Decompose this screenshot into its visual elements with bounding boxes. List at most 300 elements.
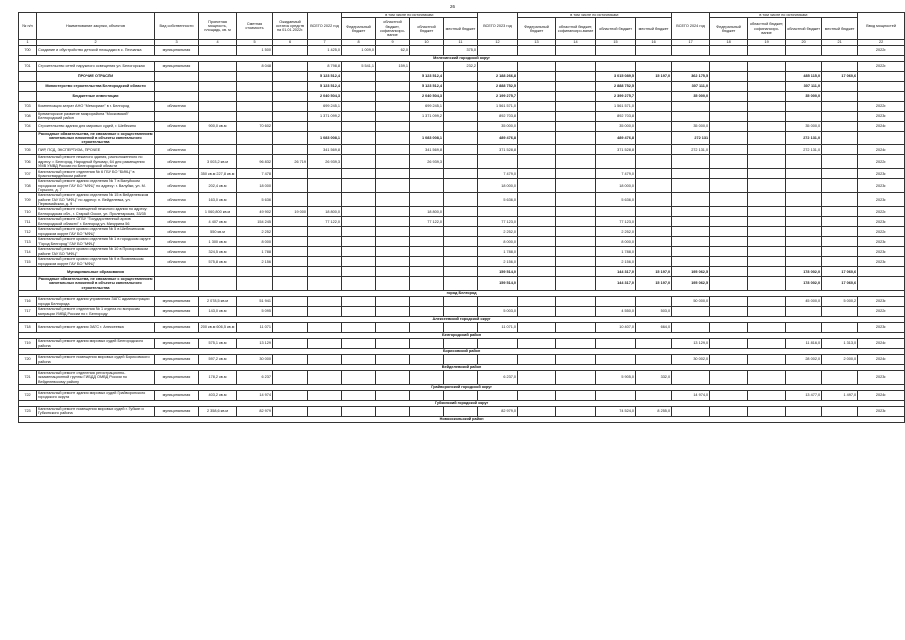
table-cell: Компенсация затрат АНО "Мемориал" в г. Белгород — [37, 101, 155, 111]
table-cell — [342, 277, 376, 291]
table-cell — [786, 169, 822, 179]
table-cell: 1 500 — [237, 45, 273, 55]
table-cell — [636, 169, 672, 179]
table-cell: 900,0 кв.м — [199, 121, 237, 131]
table-cell — [342, 297, 376, 307]
table-cell — [786, 111, 822, 121]
table-cell — [672, 257, 710, 267]
table-row — [19, 355, 905, 365]
table-cell — [822, 257, 858, 267]
table-cell: 18 000,0 — [596, 179, 636, 193]
table-row — [19, 61, 905, 71]
table-cell — [858, 91, 905, 101]
table-cell: 7 479,0 — [596, 169, 636, 179]
table-cell — [822, 101, 858, 111]
table-cell — [556, 131, 596, 145]
table-cell — [596, 297, 636, 307]
table-cell: Капитальный ремонт нежилого здания, расположенного по адресу: г. Белгород, Народный бульвар, 64 для размещения УМВ УМВД России по Белгородской области — [37, 155, 155, 169]
header-obl-2022: областной бюджет — [410, 18, 444, 40]
table-cell — [342, 247, 376, 257]
table-cell — [710, 71, 748, 81]
table-cell — [672, 179, 710, 193]
table-cell — [672, 227, 710, 237]
header-total-2022: ВСЕГО 2022 год — [308, 13, 342, 40]
table-cell — [518, 179, 556, 193]
table-cell — [518, 121, 556, 131]
table-cell: 719 — [19, 339, 37, 349]
table-cell — [710, 371, 748, 385]
table-cell: 143,0 кв.м — [199, 307, 237, 317]
table-cell: Капитальный ремонт помещения мировых судей г. Губкин и Губкинского района — [37, 406, 155, 416]
table-cell — [342, 371, 376, 385]
table-cell — [444, 267, 478, 277]
table-cell: 5 123 512,4 — [410, 81, 444, 91]
table-cell — [556, 257, 596, 267]
table-cell — [342, 307, 376, 317]
table-cell: Создание и обустройство детской площадки в с. Песчанка — [37, 45, 155, 55]
table-row — [19, 297, 905, 307]
section-title: Губкинский городской округ — [19, 400, 905, 406]
table-row — [19, 111, 905, 121]
table-cell — [596, 355, 636, 365]
header-remainder: Ожидаемый остаток средств на 01.01.2022г. — [273, 13, 308, 40]
table-cell: 30 002,0 — [672, 355, 710, 365]
table-cell — [822, 81, 858, 91]
column-index: 21 — [822, 40, 858, 45]
table-cell: 163,0 кв.м — [199, 193, 237, 207]
table-cell: 2023г. — [858, 247, 905, 257]
table-cell: 272 131,0 — [786, 145, 822, 155]
table-cell: 2 252,0 — [596, 227, 636, 237]
table-cell — [444, 71, 478, 81]
table-cell: областная — [155, 257, 199, 267]
table-cell — [518, 101, 556, 111]
section-row — [19, 416, 905, 422]
column-index: 3 — [155, 40, 199, 45]
table-cell — [672, 111, 710, 121]
table-cell: 178,2 кв.м — [199, 371, 237, 385]
table-cell: 19 000 — [273, 207, 308, 217]
table-cell — [518, 390, 556, 400]
table-cell — [273, 91, 308, 101]
table-cell: 2022г. — [858, 307, 905, 317]
table-cell — [376, 227, 410, 237]
table-cell: 2 078,5 кв.м — [199, 297, 237, 307]
table-cell: 5 636 — [237, 193, 273, 207]
table-cell — [748, 277, 786, 291]
table-cell — [748, 91, 786, 101]
table-cell: областная — [155, 217, 199, 227]
table-cell — [636, 45, 672, 55]
table-cell — [410, 45, 444, 55]
table-cell: 6 237 — [237, 371, 273, 385]
table-cell — [478, 61, 518, 71]
table-cell: 713 — [19, 237, 37, 247]
table-cell — [822, 111, 858, 121]
table-cell: 200 кв.м 606,5 кв.м — [199, 323, 237, 333]
table-cell — [444, 169, 478, 179]
table-cell — [308, 355, 342, 365]
table-cell: 3 015 089,5 — [596, 71, 636, 81]
table-cell: областная — [155, 155, 199, 169]
table-cell: Строительство сетей наружного освещения ул. Белогорская — [37, 61, 155, 71]
table-cell — [596, 155, 636, 169]
table-cell — [376, 307, 410, 317]
table-cell — [376, 121, 410, 131]
header-total-2023: ВСЕГО 2023 год — [478, 13, 518, 40]
table-cell — [556, 237, 596, 247]
table-cell: 28 002,0 — [786, 355, 822, 365]
table-cell: 2 000,0 — [822, 355, 858, 365]
table-cell: 4 550,0 — [596, 307, 636, 317]
table-cell — [748, 217, 786, 227]
table-cell: 35 000,0 — [672, 121, 710, 131]
table-cell — [444, 111, 478, 121]
table-cell — [518, 169, 556, 179]
column-index: 16 — [636, 40, 672, 45]
table-cell — [273, 45, 308, 55]
table-cell: 703 — [19, 101, 37, 111]
table-cell: 341 569,8 — [308, 145, 342, 155]
table-cell — [822, 227, 858, 237]
table-cell: муниципальная — [155, 339, 199, 349]
table-cell: 62,0 — [376, 45, 410, 55]
table-cell — [308, 121, 342, 131]
table-cell: 1 060,800 кв.м — [199, 207, 237, 217]
table-cell: 2023г. — [858, 193, 905, 207]
table-cell — [822, 131, 858, 145]
section-title: Алексеевский городской округ — [19, 317, 905, 323]
table-row — [19, 247, 905, 257]
table-cell — [822, 91, 858, 101]
table-cell: 144 317,0 — [596, 277, 636, 291]
table-cell — [556, 247, 596, 257]
table-cell — [556, 155, 596, 169]
table-cell: 892 703,8 — [478, 111, 518, 121]
table-cell — [556, 277, 596, 291]
table-cell — [518, 371, 556, 385]
table-cell: 721 — [19, 371, 37, 385]
table-cell — [444, 155, 478, 169]
table-cell: 195 062,5 — [672, 277, 710, 291]
table-cell: 15 197,0 — [636, 267, 672, 277]
table-cell: 2022г. — [858, 227, 905, 237]
table-cell — [710, 61, 748, 71]
table-cell — [518, 71, 556, 81]
table-cell — [199, 101, 237, 111]
table-cell — [199, 81, 237, 91]
table-cell — [273, 121, 308, 131]
header-obl-cof-2024: областной бюджет, софинансиро-вание — [748, 18, 786, 40]
table-cell — [237, 81, 273, 91]
table-cell: 272 131 — [672, 131, 710, 145]
table-cell — [556, 61, 596, 71]
table-cell: Капитальный ремонт помещения мировых судей Борисовского района — [37, 355, 155, 365]
table-cell — [237, 101, 273, 111]
table-cell: муниципальная — [155, 355, 199, 365]
table-cell — [518, 323, 556, 333]
table-cell: 332,0 — [636, 371, 672, 385]
table-cell — [444, 307, 478, 317]
table-cell — [556, 207, 596, 217]
table-cell — [556, 323, 596, 333]
table-row — [19, 193, 905, 207]
table-cell — [786, 323, 822, 333]
table-cell: 722 — [19, 390, 37, 400]
table-cell — [672, 217, 710, 227]
table-cell — [858, 131, 905, 145]
summary-row — [19, 81, 905, 91]
table-cell: областная — [155, 169, 199, 179]
table-cell — [786, 45, 822, 55]
table-cell — [748, 131, 786, 145]
table-cell — [342, 406, 376, 416]
table-cell: 2 252 — [237, 227, 273, 237]
table-cell: 550 кв.м — [199, 227, 237, 237]
table-cell: 371 528,8 — [596, 145, 636, 155]
table-cell: 77 122,0 — [308, 217, 342, 227]
header-loc-2024: местный бюджет — [822, 18, 858, 40]
table-cell: 2 252,0 — [478, 227, 518, 237]
table-cell: 2023г. — [858, 217, 905, 227]
table-cell — [556, 111, 596, 121]
table-cell — [596, 339, 636, 349]
table-cell — [342, 121, 376, 131]
header-fed-2022: Федеральный бюджет — [342, 18, 376, 40]
table-cell — [342, 355, 376, 365]
table-cell — [237, 91, 273, 101]
table-cell — [478, 155, 518, 169]
table-cell: Капитальный ремонт здания мировых судей Грайворонского городского округа — [37, 390, 155, 400]
table-cell — [636, 193, 672, 207]
table-cell — [822, 406, 858, 416]
column-index: 5 — [237, 40, 273, 45]
table-cell — [518, 277, 556, 291]
table-cell: 18 800,0 — [308, 207, 342, 217]
table-cell — [556, 145, 596, 155]
table-cell — [155, 267, 199, 277]
table-cell — [518, 247, 556, 257]
table-cell — [376, 339, 410, 349]
table-cell — [518, 111, 556, 121]
table-cell — [410, 237, 444, 247]
table-cell — [636, 207, 672, 217]
table-cell: 705 — [19, 145, 37, 155]
table-cell: Капитальный ремонт отделения № 6 ГБУ БО "БИКЦ" в Красногвардейском районе — [37, 169, 155, 179]
table-cell: областная — [155, 207, 199, 217]
table-cell — [518, 207, 556, 217]
table-cell: Капитальный ремонт здания мировых судей Белгородского района — [37, 339, 155, 349]
table-cell: Капитальный ремонт здания ЗАГС г. Алексеевка — [37, 323, 155, 333]
table-cell — [748, 111, 786, 121]
table-cell: 2 156,0 — [478, 257, 518, 267]
table-cell — [636, 237, 672, 247]
table-row — [19, 339, 905, 349]
table-cell — [342, 91, 376, 101]
table-cell — [636, 297, 672, 307]
table-cell — [273, 61, 308, 71]
column-index: 20 — [786, 40, 822, 45]
table-cell: ПИР, ПСД, ЭКСПЕРТИЗА, ПРОЧЕЕ — [37, 145, 155, 155]
table-cell — [748, 193, 786, 207]
table-cell: 1 371 099,2 — [308, 111, 342, 121]
table-cell — [710, 307, 748, 317]
table-cell — [410, 277, 444, 291]
table-cell — [518, 217, 556, 227]
table-cell — [672, 323, 710, 333]
table-cell — [518, 237, 556, 247]
table-cell — [556, 71, 596, 81]
table-cell — [636, 61, 672, 71]
table-cell — [308, 237, 342, 247]
table-cell: 1 561 571,0 — [596, 101, 636, 111]
table-cell: 710 — [19, 207, 37, 217]
table-cell — [273, 355, 308, 365]
table-cell — [556, 406, 596, 416]
table-cell — [786, 307, 822, 317]
table-row — [19, 227, 905, 237]
table-cell: 1 083 008,1 — [308, 131, 342, 145]
table-cell — [342, 323, 376, 333]
table-cell — [478, 339, 518, 349]
table-cell — [273, 145, 308, 155]
table-cell — [748, 61, 786, 71]
table-cell — [556, 193, 596, 207]
table-cell: 362 175,5 — [672, 71, 710, 81]
table-cell: 699 245,1 — [410, 101, 444, 111]
table-cell — [786, 247, 822, 257]
table-cell: областная — [155, 237, 199, 247]
table-cell — [822, 237, 858, 247]
table-cell: 1 788 — [237, 247, 273, 257]
table-cell — [444, 257, 478, 267]
table-cell: 709 — [19, 193, 37, 207]
table-cell — [748, 71, 786, 81]
table-cell — [748, 169, 786, 179]
table-cell — [786, 101, 822, 111]
table-cell — [822, 45, 858, 55]
table-cell: 2024г. — [858, 121, 905, 131]
table-cell — [748, 45, 786, 55]
table-cell — [518, 81, 556, 91]
table-cell — [556, 307, 596, 317]
summary-row — [19, 71, 905, 81]
table-row — [19, 121, 905, 131]
table-cell: 2 358,6 кв.м — [199, 406, 237, 416]
table-cell — [786, 217, 822, 227]
table-cell: Капитальный ремонт кровли отделения № 10 в Прохоровском районе ГАУ БО "МФЦ" — [37, 247, 155, 257]
table-cell: 892 703,8 — [596, 111, 636, 121]
table-cell: 723 — [19, 406, 37, 416]
table-cell — [444, 339, 478, 349]
table-cell — [376, 179, 410, 193]
header-fed-2024: Федеральный бюджет — [710, 18, 748, 40]
table-cell: 708 — [19, 179, 37, 193]
table-cell: 30 000 — [237, 355, 273, 365]
table-cell — [672, 207, 710, 217]
table-cell: 2 199 275,7 — [478, 91, 518, 101]
table-cell — [710, 207, 748, 217]
table-cell — [444, 207, 478, 217]
table-cell — [308, 390, 342, 400]
table-cell: муниципальная — [155, 371, 199, 385]
table-cell — [636, 131, 672, 145]
table-cell: 5 123 512,4 — [308, 71, 342, 81]
table-cell — [342, 217, 376, 227]
investment-table — [18, 12, 905, 423]
table-cell — [518, 145, 556, 155]
table-cell — [710, 257, 748, 267]
table-cell: 2024г. — [858, 355, 905, 365]
table-cell: 717 — [19, 307, 37, 317]
table-cell — [748, 371, 786, 385]
table-cell — [518, 355, 556, 365]
table-cell: 2023г. — [858, 297, 905, 307]
table-cell: 1 300 кв.м — [199, 237, 237, 247]
table-cell: 5 636,0 — [596, 193, 636, 207]
table-cell: 1 497,0 — [822, 390, 858, 400]
table-cell: 1 371 099,2 — [410, 111, 444, 121]
table-cell — [376, 267, 410, 277]
table-cell — [376, 169, 410, 179]
table-cell: 26 939,3 — [308, 155, 342, 169]
table-cell: 1 788,0 — [596, 247, 636, 257]
table-cell — [273, 247, 308, 257]
column-index: 12 — [478, 40, 518, 45]
table-cell — [199, 61, 237, 71]
table-cell — [710, 339, 748, 349]
table-cell — [444, 355, 478, 365]
table-row — [19, 45, 905, 55]
table-cell: 700 — [19, 45, 37, 55]
header-sources-2024: в том числе по источникам: — [710, 13, 858, 18]
table-cell: 2 156,0 — [596, 257, 636, 267]
table-cell — [308, 371, 342, 385]
table-cell — [237, 131, 273, 145]
column-index: 11 — [444, 40, 478, 45]
table-cell — [518, 307, 556, 317]
table-cell — [822, 323, 858, 333]
table-cell — [19, 277, 37, 291]
table-cell: 2 040 504,3 — [308, 91, 342, 101]
table-cell — [410, 257, 444, 267]
table-cell — [444, 81, 478, 91]
table-cell — [518, 227, 556, 237]
table-cell — [444, 101, 478, 111]
table-cell: 195 062,5 — [672, 267, 710, 277]
table-cell — [273, 101, 308, 111]
table-cell — [518, 193, 556, 207]
table-cell: 232,2 — [444, 61, 478, 71]
table-cell: 159,1 — [376, 61, 410, 71]
table-row — [19, 217, 905, 227]
table-cell: 74 524,0 — [596, 406, 636, 416]
table-cell: 3 003,2 кв.м — [199, 155, 237, 169]
table-cell — [376, 207, 410, 217]
table-cell — [273, 169, 308, 179]
table-cell — [376, 91, 410, 101]
summary-row — [19, 131, 905, 145]
table-cell — [444, 297, 478, 307]
table-cell — [273, 179, 308, 193]
table-cell: 2022г. — [858, 207, 905, 217]
table-cell — [308, 323, 342, 333]
table-cell: областная — [155, 227, 199, 237]
table-cell — [556, 179, 596, 193]
table-cell — [410, 179, 444, 193]
table-cell: 708 — [19, 111, 37, 121]
table-cell: 77 123,0 — [596, 217, 636, 227]
